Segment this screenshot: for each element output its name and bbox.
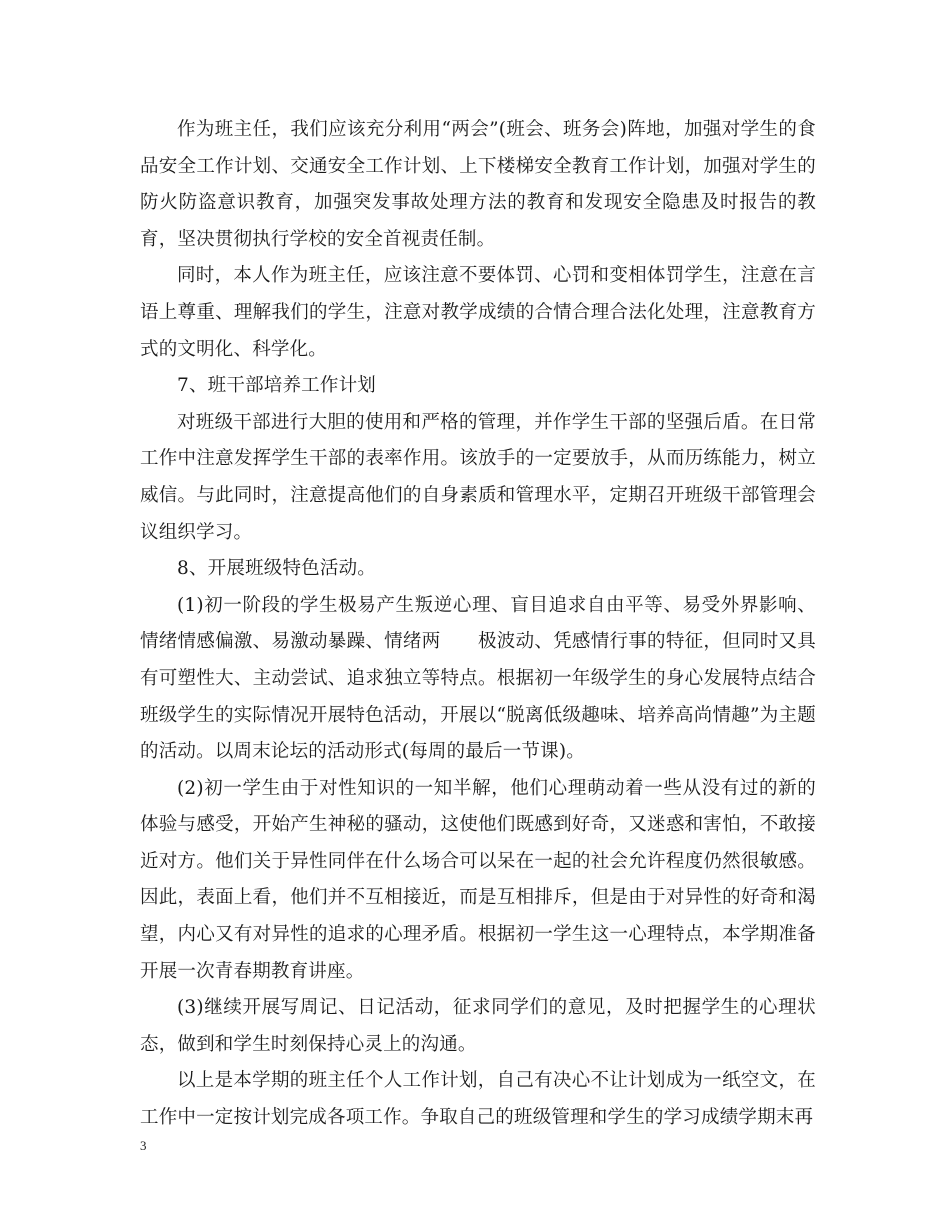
paragraph-activity-2: (2)初一学生由于对性知识的一知半解，他们心理萌动着一些从没有过的新的体验与感受，开始产生神秘的骚动，这使他们既感到好奇，又迷惑和害怕，不敢接近对方。他们关于异性同伴在什么场合可以呆在一起的社会允许程度仍然很敏感。因此，表面上看，他们并不互相接近，而是互相排斥，但是由于对异性的好奇和渴望，内心又有对异性的追求的心理矛盾。根据初一学生这一心理特点，本学期准备开展一次青春期教育讲座。: [140, 777, 816, 982]
paragraph-activity-1: (1)初一阶段的学生极易产生叛逆心理、盲目追求自由平等、易受外界影响、情绪情感偏激、易激动暴躁、情绪两 极波动、凭感情行事的特征，但同时又具有可塑性大、主动尝试、追求独立等特点。根据初一年级学生的身心发展特点结合班级学生的实际情况开展特色活动，开展以“脱离低级趣味、培养高尚情趣”为主题的活动。以周末论坛的活动形式(每周的最后一节课)。: [140, 594, 816, 763]
section-heading-class-cadre: 7、班干部培养工作计划: [177, 375, 376, 397]
paragraph-class-cadre: 对班级干部进行大胆的使用和严格的管理，并作学生干部的坚强后盾。在日常工作中注意发挥学生干部的表率作用。该放手的一定要放手，从而历练能力，树立威信。与此同时，注意提高他们的自身素质和管理水平，定期召开班级干部管理会议组织学习。: [140, 411, 816, 543]
paragraph-activity-3: (3)继续开展写周记、日记活动，征求同学们的意见，及时把握学生的心理状态，做到和学生时刻保持心灵上的沟通。: [140, 997, 816, 1055]
document-body: [140, 112, 816, 1137]
page-number: 3: [140, 1138, 147, 1153]
paragraph-safety-education: 作为班主任，我们应该充分利用“两会”(班会、班务会)阵地，加强对学生的食品安全工作计划、交通安全工作计划、上下楼梯安全教育工作计划，加强对学生的防火防盗意识教育，加强突发事故处理方法的教育和发现安全隐患及时报告的教育，坚决贯彻执行学校的安全首视责任制。: [140, 119, 816, 250]
section-heading-special-activities: 8、开展班级特色活动。: [177, 558, 376, 580]
paragraph-conclusion: 以上是本学期的班主任个人工作计划，自己有决心不让计划成为一纸空文，在工作中一定按计划完成各项工作。争取自己的班级管理和学生的学习成绩学期末再: [140, 1070, 816, 1129]
paragraph-no-corporal-punishment: 同时，本人作为班主任，应该注意不要体罚、心罚和变相体罚学生，注意在言语上尊重、理解我们的学生，注意对教学成绩的合情合理合法化处理，注意教育方式的文明化、科学化。: [140, 265, 816, 360]
